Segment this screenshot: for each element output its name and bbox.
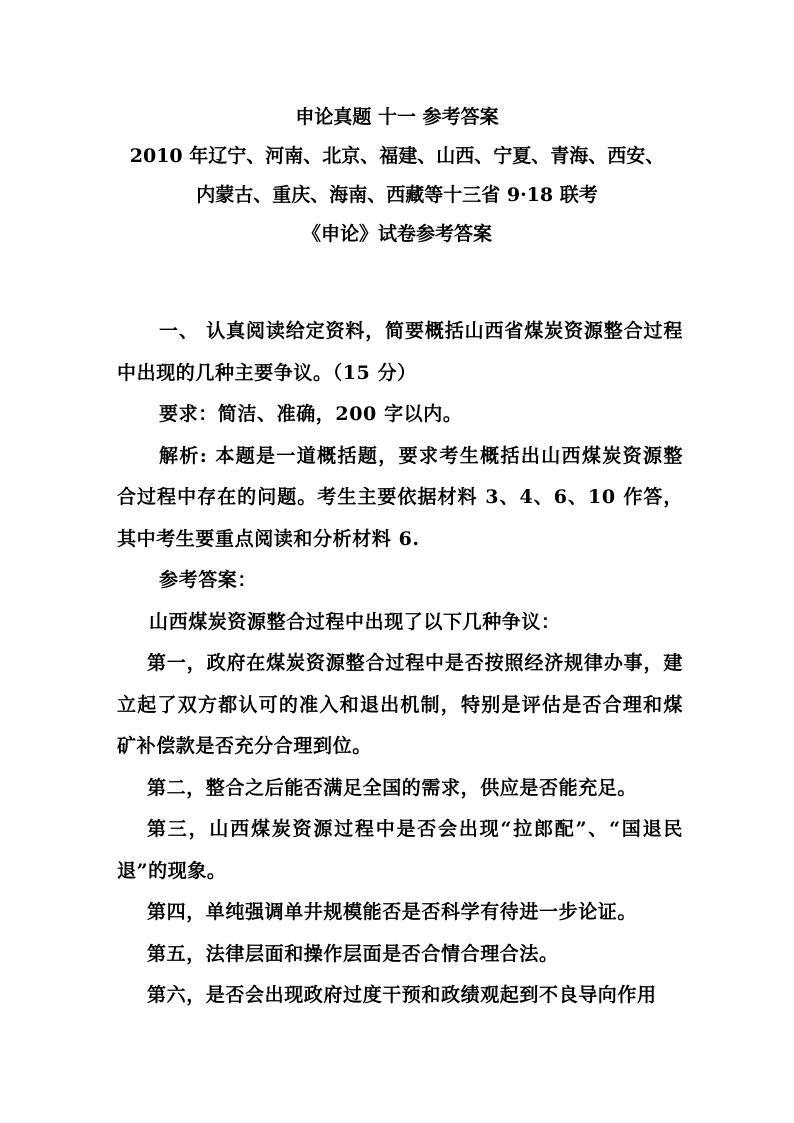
document-header — [0, 102, 794, 258]
question-analysis: 解析: 本题是一道概括题，要求考生概括出山西煤炭资源整合过程中存在的问题。考生主要依据材料 3、4、6、10 作答，其中考生要重点阅读和分析材料 6. — [117, 444, 683, 550]
document-subtitle: 《申论》试卷参考答案 — [301, 223, 492, 245]
question-requirement: 要求：简洁、准确，200 字以内。 — [159, 403, 463, 425]
answer-item: 第三，山西煤炭资源过程中是否会出现“拉郎配”、“国退民退”的现象。 — [117, 818, 683, 882]
answer-item: 第五，法律层面和操作层面是否合情合理合法。 — [147, 942, 559, 965]
answer-item: 第六，是否会出现政府过度干预和政绩观起到不良导向作用 — [147, 984, 657, 1006]
document-title: 申论真题 十一 参考答案 — [295, 106, 499, 128]
document-body — [117, 311, 683, 1017]
answer-label: 参考答案： — [159, 569, 258, 591]
answer-item: 第二，整合之后能否满足全国的需求，供应是否能充足。 — [147, 776, 638, 799]
exam-provinces-line: 内蒙古、重庆、海南、西藏等十三省 9·18 联考 — [196, 184, 598, 206]
answer-intro: 山西煤炭资源整合过程中出现了以下几种争议： — [149, 610, 561, 633]
answer-item: 第一，政府在煤炭资源整合过程中是否按照经济规律办事，建立起了双方都认可的准入和退出机制，特别是评估是否合理和煤矿补偿款是否充分合理到位。 — [117, 652, 683, 757]
answer-item: 第四，单纯强调单井规模能否是否科学有待进一步论证。 — [147, 901, 638, 923]
question-text: 一、 认真阅读给定资料，简要概括山西省煤炭资源整合过程中出现的几种主要争议。（15 分） — [117, 320, 683, 384]
exam-scope-line: 2010 年辽宁、河南、北京、福建、山西、宁夏、青海、西安、 — [129, 145, 665, 167]
